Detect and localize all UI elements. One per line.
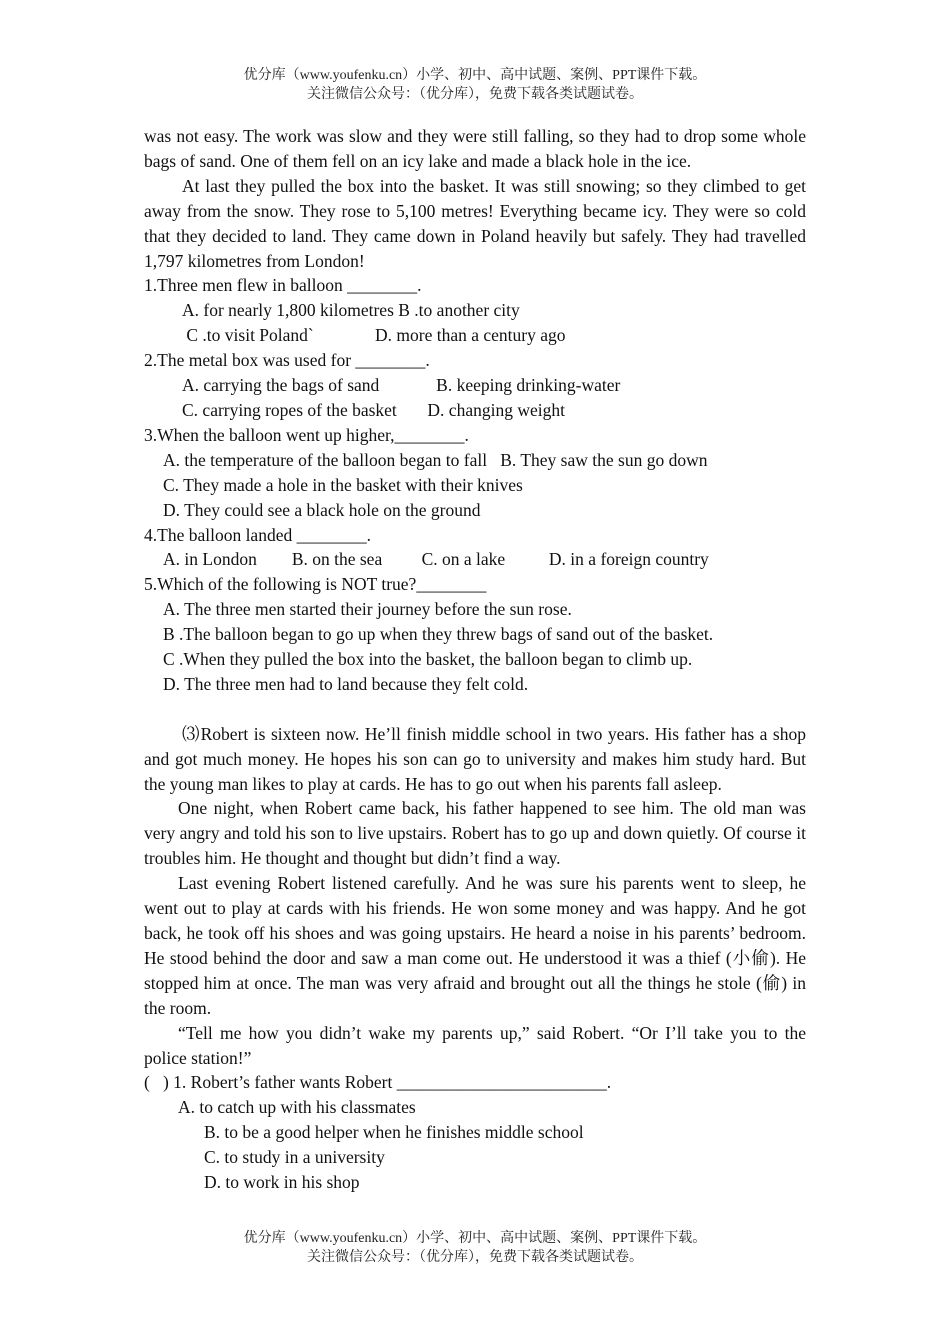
question-option: A. The three men started their journey before the sun rose. [163, 599, 572, 620]
header-line-2: 关注微信公众号：（优分库），免费下载各类试题试卷。 [307, 87, 643, 102]
passage2-paragraph-1: was not easy. The work was slow and they were still falling, so they had to drop some whole bags of sand. One of them fell on an icy lake and made a black hole in the ice. [144, 126, 806, 171]
passage3-paragraph-1: ⑶Robert is sixteen now. He’ll finish middle school in two years. His father has a shop and got much money. He hopes his son can go to university and makes him study hard. But the young man likes to play at cards. He has to go out when his parents fall asleep. [144, 723, 806, 794]
passage3-paragraph-3: Last evening Robert listened carefully. And he was sure his parents went to sleep, he went out to play at cards with his friends. He won some money and was happy. And he got back, he took off his shoes and was going upstairs. He heard a noise in his parents’ bedroom. He stood behind the door and saw a man come out. He understood it was a thief (小偷). He stopped him at once. The man was very afraid and brought out all the things he stole (偷) in the room. [144, 873, 806, 1018]
question-options: C. carrying ropes of the basket D. changing weight [182, 399, 565, 420]
question-4 [144, 523, 806, 573]
question-stem: 2.The metal box was used for ________. [144, 350, 430, 371]
question-options: A. carrying the bags of sand B. keeping drinking-water [182, 375, 621, 396]
question-options: C .to visit Poland` D. more than a century ago [182, 325, 566, 346]
question-option: A. the temperature of the balloon began to fall B. They saw the sun go down [163, 449, 708, 470]
passage3-question-1 [144, 1070, 806, 1195]
footer-line-1: 优分库（www.youfenku.cn）小学、初中、高中试题、案例、PPT课件下载。 [243, 1231, 707, 1246]
question-stem: 5.Which of the following is NOT true?________ [144, 574, 487, 595]
question-3 [144, 423, 806, 523]
passage3-paragraph-2: One night, when Robert came back, his father happened to see him. The old man was very angry and told his son to live upstairs. Robert has to go up and down quietly. Of course it troubles him. He thought and thought but didn’t find a way. [144, 798, 806, 869]
question-option: B .The balloon began to go up when they threw bags of sand out of the basket. [163, 624, 714, 645]
page-footer [0, 1229, 950, 1267]
passage3-paragraph-4: “Tell me how you didn’t wake my parents up,” said Robert. “Or I’ll take you to the police station!” [144, 1022, 806, 1068]
question-option: D. They could see a black hole on the ground [163, 499, 481, 520]
page-header [0, 66, 950, 104]
question-5 [144, 572, 806, 697]
question-1 [144, 273, 806, 348]
question-option: C. They made a hole in the basket with their knives [163, 474, 523, 495]
question-option: D. The three men had to land because they felt cold. [163, 673, 529, 694]
option-a: A. to catch up with his classmates [178, 1097, 416, 1118]
question-options: A. for nearly 1,800 kilometres B .to another city [182, 300, 520, 321]
passage2-paragraph-2: At last they pulled the box into the basket. It was still snowing; so they climbed to get away from the snow. They rose to 5,100 metres! Everything became icy. They were so cold that they decided to land. They came down in Poland heavily but safely. They had travelled 1,797 kilometres from London! [144, 175, 806, 271]
option-c: C. to study in a university [204, 1147, 385, 1168]
header-line-1: 优分库（www.youfenku.cn）小学、初中、高中试题、案例、PPT课件下载。 [243, 68, 707, 83]
question-stem: 4.The balloon landed ________. [144, 524, 371, 545]
section-gap [144, 697, 806, 722]
question-options: A. in London B. on the sea C. on a lake D. in a foreign country [163, 549, 709, 570]
document-body [144, 124, 806, 1195]
question-stem: 3.When the balloon went up higher,________. [144, 424, 469, 445]
footer-line-2: 关注微信公众号：（优分库），免费下载各类试题试卷。 [307, 1250, 643, 1265]
question-stem: ( ) 1. Robert’s father wants Robert ________________________. [144, 1072, 612, 1093]
option-b: B. to be a good helper when he finishes middle school [204, 1122, 584, 1143]
question-2 [144, 348, 806, 423]
option-d: D. to work in his shop [204, 1172, 360, 1193]
question-stem: 1.Three men flew in balloon ________. [144, 275, 422, 296]
question-option: C .When they pulled the box into the basket, the balloon began to climb up. [163, 649, 693, 670]
